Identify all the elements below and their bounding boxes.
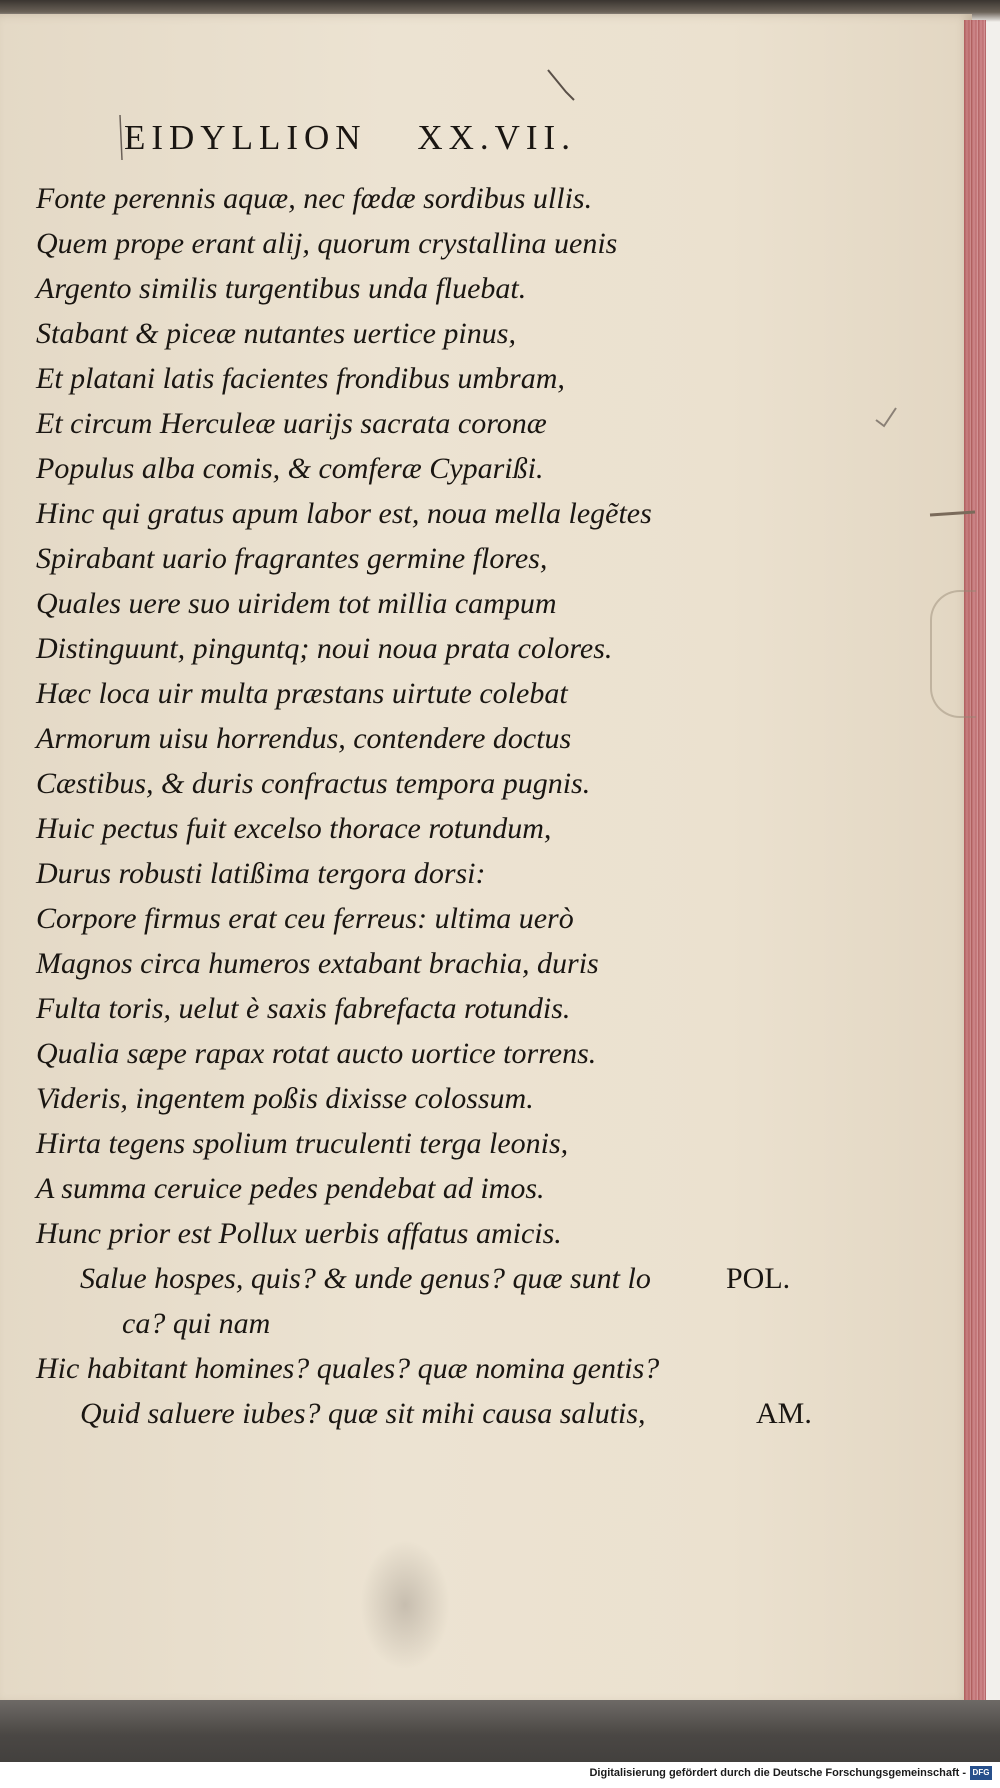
dialogue-text: ca? qui nam xyxy=(122,1307,271,1340)
verse-line: Spirabant uario fragrantes germine flores, xyxy=(36,542,548,575)
verse-line: Hirta tegens spolium truculenti terga leonis, xyxy=(36,1127,569,1160)
verse-line: Et platani latis facientes frondibus umbram, xyxy=(36,362,565,395)
verse-line: Cæstibus, & duris confractus tempora pugnis. xyxy=(36,767,591,800)
dialogue-line xyxy=(36,1301,936,1346)
dialogue-text: Salue hospes, quis? & unde genus? quæ sunt lo xyxy=(80,1262,651,1295)
verse-line: Populus alba comis, & comferæ Cyparißi. xyxy=(36,452,544,485)
speaker-label: POL. xyxy=(726,1262,791,1295)
margin-stroke xyxy=(930,512,975,515)
digitization-credit: Digitalisierung gefördert durch die Deutsche Forschungsgemeinschaft - xyxy=(589,1767,966,1779)
verse-line: A summa ceruice pedes pendebat ad imos. xyxy=(36,1172,545,1205)
verse-line: Magnos circa humeros extabant brachia, duris xyxy=(36,947,599,980)
dialogue-text: Hic habitant homines? quales? quæ nomina gentis? xyxy=(36,1352,660,1385)
verse-line: Quem prope erant alij, quorum crystallina uenis xyxy=(36,227,618,260)
verse-line: Hunc prior est Pollux uerbis affatus amicis. xyxy=(36,1217,562,1250)
verse-line: Corpore firmus erat ceu ferreus: ultima uerò xyxy=(36,902,574,935)
verse-line: Huic pectus fuit excelso thorace rotundum, xyxy=(36,812,552,845)
dialogue-line xyxy=(36,1256,936,1301)
pen-stroke-top xyxy=(548,70,574,100)
verse-line: Videris, ingentem poßis dixisse colossum. xyxy=(36,1082,534,1115)
verse-line: Fonte perennis aquæ, nec fœdæ sordibus ullis. xyxy=(36,182,593,215)
verse-line: Et circum Herculeæ uarijs sacrata coronæ xyxy=(36,407,547,440)
dialogue-text: Quid saluere iubes? quæ sit mihi causa salutis, xyxy=(80,1397,646,1430)
verse-line: Armorum uisu horrendus, contendere doctus xyxy=(36,722,572,755)
dfg-logo: DFG xyxy=(970,1766,992,1780)
verse-line: Quales uere suo uiridem tot millia campum xyxy=(36,587,557,620)
speaker-label: AM. xyxy=(756,1397,812,1430)
verse-line: Qualia sæpe rapax rotat aucto uortice torrens. xyxy=(36,1037,597,1070)
running-header xyxy=(124,118,576,158)
dialogue-line xyxy=(36,1391,936,1436)
dialogue-line xyxy=(36,1346,936,1391)
verse-line: Durus robusti latißima tergora dorsi: xyxy=(36,857,486,890)
margin-tick xyxy=(120,115,122,160)
verse-line: Distinguunt, pinguntq; noui noua prata colores. xyxy=(36,632,613,665)
header-title: EIDYLLION xyxy=(124,118,367,157)
header-number: XX.VII. xyxy=(417,118,576,157)
verse-line: Argento similis turgentibus unda fluebat. xyxy=(36,272,527,305)
verse-text xyxy=(36,176,936,1436)
verse-line: Hinc qui gratus apum labor est, noua mella legẽtes xyxy=(36,497,652,530)
verse-line: Fulta toris, uelut è saxis fabrefacta rotundis. xyxy=(36,992,571,1025)
verse-line: Hæc loca uir multa præstans uirtute colebat xyxy=(36,677,568,710)
verse-line: Stabant & piceæ nutantes uertice pinus, xyxy=(36,317,516,350)
